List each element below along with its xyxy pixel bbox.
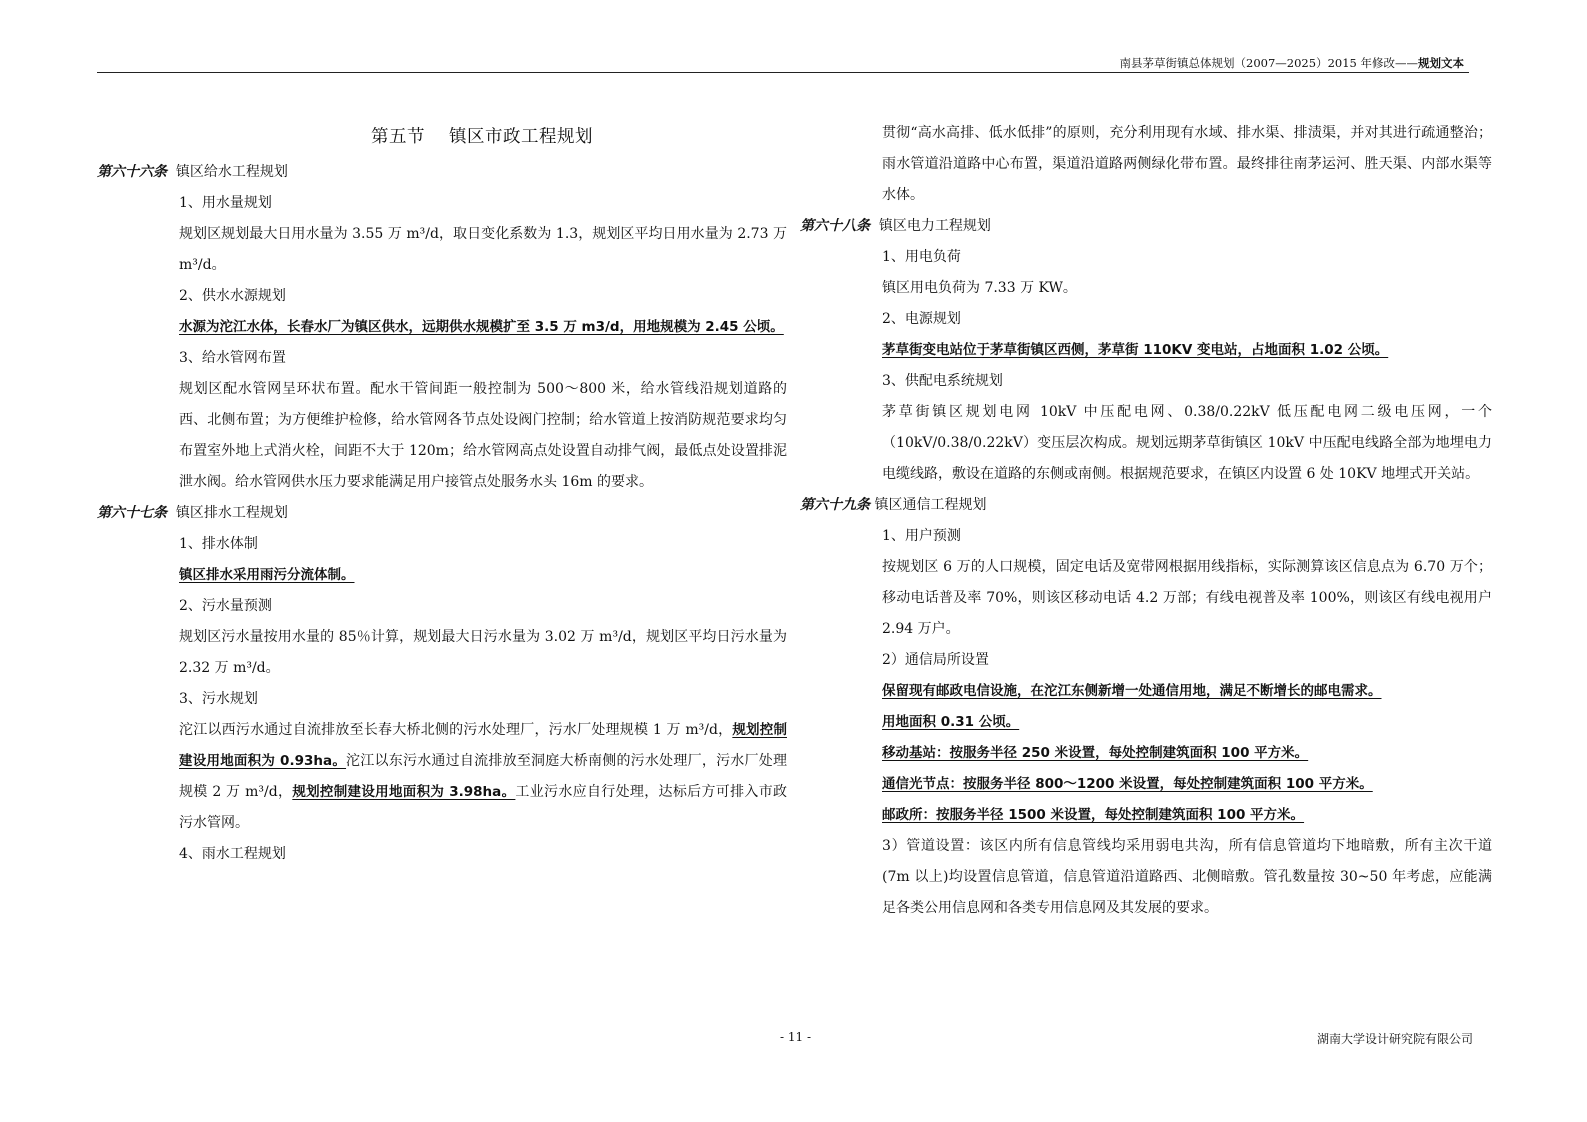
subheading: 3、污水规划 bbox=[179, 691, 258, 707]
subheading: 2）通信局所设置 bbox=[882, 652, 989, 668]
key-text: 保留现有邮政电信设施，在沱江东侧新增一处通信用地，满足不断增长的邮电需求。 bbox=[882, 683, 1382, 699]
subheading: 2、污水量预测 bbox=[179, 598, 272, 614]
article-number: 第六十八条 bbox=[800, 218, 870, 234]
key-text: 规划控制建设用地面积为 3.98ha。 bbox=[292, 784, 516, 800]
paragraph: 贯彻“高水高排、低水低排”的原则，充分利用现有水域、排水渠、排渍渠，并对其进行疏通整治；雨水管道沿道路中心布置，渠道沿道路两侧绿化带布置。最终排往南茅运河、胜天渠、内部水渠等水体。 bbox=[882, 125, 1492, 203]
key-paragraph bbox=[800, 335, 1492, 366]
subheading: 2、电源规划 bbox=[882, 311, 961, 327]
article-number: 第六十七条 bbox=[97, 505, 167, 521]
subheading: 3、给水管网布置 bbox=[179, 350, 286, 366]
footer-organization: 湖南大学设计研究院有限公司 bbox=[1316, 1032, 1473, 1046]
article-66-heading bbox=[97, 157, 787, 188]
key-text: 通信光节点：按服务半径 800～1200 米设置，每处控制建筑面积 100 平方米。 bbox=[882, 776, 1373, 792]
text-run: 沱江以东污水通过自流排放至洞庭大桥南侧的污水处理厂，污水厂处理规模 2 万 m³/d， bbox=[179, 753, 787, 800]
page-number: - 11 - bbox=[780, 1030, 812, 1044]
header-title: 南县茅草街镇总体规划（2007—2025）2015 年修改—— bbox=[1119, 56, 1418, 70]
article-number: 第六十九条 bbox=[800, 497, 870, 513]
key-text: 移动基站：按服务半径 250 米设置，每处控制建筑面积 100 平方米。 bbox=[882, 745, 1309, 761]
key-paragraph bbox=[97, 560, 787, 591]
section-title: 第五节 镇区市政工程规划 bbox=[370, 127, 594, 147]
text-run: 工业污水应自行处理，达标后方可排入市政污水管网。 bbox=[179, 784, 788, 831]
key-paragraph bbox=[800, 738, 1492, 769]
article-67-heading bbox=[97, 498, 787, 529]
key-paragraph bbox=[800, 800, 1492, 831]
header-rule bbox=[97, 72, 1469, 73]
key-paragraph bbox=[800, 707, 1492, 738]
paragraph: 规划区污水量按用水量的 85％计算，规划最大日污水量为 3.02 万 m³/d，规划区平均日污水量为 2.32 万 m³/d。 bbox=[179, 629, 787, 676]
subheading: 1、排水体制 bbox=[179, 536, 258, 552]
key-text: 茅草街变电站位于茅草街镇区西侧，茅草街 110KV 变电站，占地面积 1.02 公顷。 bbox=[882, 342, 1389, 358]
subheading: 4、雨水工程规划 bbox=[179, 846, 286, 862]
key-text: 镇区排水采用雨污分流体制。 bbox=[179, 567, 355, 583]
subheading: 3、供配电系统规划 bbox=[882, 373, 1003, 389]
article-title: 镇区给水工程规划 bbox=[175, 164, 288, 180]
key-paragraph bbox=[800, 769, 1492, 800]
header-doc-type: 规划文本 bbox=[1418, 56, 1464, 70]
key-text: 邮政所：按服务半径 1500 米设置，每处控制建筑面积 100 平方米。 bbox=[882, 807, 1305, 823]
paragraph: 按规划区 6 万的人口规模，固定电话及宽带网根据用线指标，实际测算该区信息点为 6.70 万个；移动电话普及率 70%，则该区移动电话 4.2 万部；有线电视普及率 100%，则该区有线电视用户 2.94 万户。 bbox=[882, 559, 1492, 637]
paragraph: 茅草街镇区规划电网 10kV 中压配电网、0.38/0.22kV 低压配电网二级电压网，一个（10kV/0.38/0.22kV）变压层次构成。规划远期茅草街镇区 10kV 中压配电线路全部为地埋电力电缆线路，敷设在道路的东侧或南侧。根据规范要求，在镇区内设置 6 处 10KV 地埋式开关站。 bbox=[882, 404, 1492, 482]
article-68-heading bbox=[800, 211, 1492, 242]
subheading: 1、用电负荷 bbox=[882, 249, 961, 265]
article-number: 第六十六条 bbox=[97, 164, 167, 180]
key-paragraph bbox=[97, 312, 787, 343]
key-paragraph bbox=[800, 676, 1492, 707]
subheading: 1、用户预测 bbox=[882, 528, 961, 544]
subheading: 1、用水量规划 bbox=[179, 195, 272, 211]
left-column bbox=[97, 118, 787, 870]
paragraph: 规划区配水管网呈环状布置。配水干管间距一般控制为 500～800 米，给水管线沿规划道路的西、北侧布置；为方便维护检修，给水管网各节点处设阀门控制；给水管道上按消防规范要求均匀布置室外地上式消火栓，间距不大于 120m；给水管网高点处设置自动排气阀，最低点处设置排泥泄水阀。给水管网供水压力要求能满足用户接管点处服务水头 16m 的要求。 bbox=[179, 381, 787, 490]
subheading: 2、供水水源规划 bbox=[179, 288, 286, 304]
key-text: 水源为沱江水体，长春水厂为镇区供水，远期供水规模扩至 3.5 万 m3/d，用地规模为 2.45 公顷。 bbox=[179, 319, 784, 335]
key-text: 规划控制建设用地面积为 0.93ha。 bbox=[179, 722, 787, 769]
article-title: 镇区电力工程规划 bbox=[878, 218, 991, 234]
paragraph: 3）管道设置：该区内所有信息管线均采用弱电共沟，所有信息管道均下地暗敷，所有主次干道(7m 以上)均设置信息管道，信息管道沿道路西、北侧暗敷。管孔数量按 30~50 年考虑，应能满足各类公用信息网和各类专用信息网及其发展的要求。 bbox=[882, 838, 1492, 916]
paragraph: 镇区用电负荷为 7.33 万 KW。 bbox=[882, 280, 1077, 296]
article-title: 镇区通信工程规划 bbox=[874, 497, 987, 513]
right-column bbox=[800, 118, 1492, 924]
key-text: 用地面积 0.31 公顷。 bbox=[882, 714, 1020, 730]
article-69-heading bbox=[800, 490, 1492, 521]
article-title: 镇区排水工程规划 bbox=[175, 505, 288, 521]
paragraph bbox=[97, 715, 787, 839]
paragraph: 规划区规划最大日用水量为 3.55 万 m³/d，取日变化系数为 1.3，规划区平均日用水量为 2.73 万 m³/d。 bbox=[179, 226, 787, 273]
text-run: 沱江以西污水通过自流排放至长春大桥北侧的污水处理厂，污水厂处理规模 1 万 m³/d， bbox=[179, 722, 733, 738]
running-header bbox=[1120, 55, 1464, 71]
